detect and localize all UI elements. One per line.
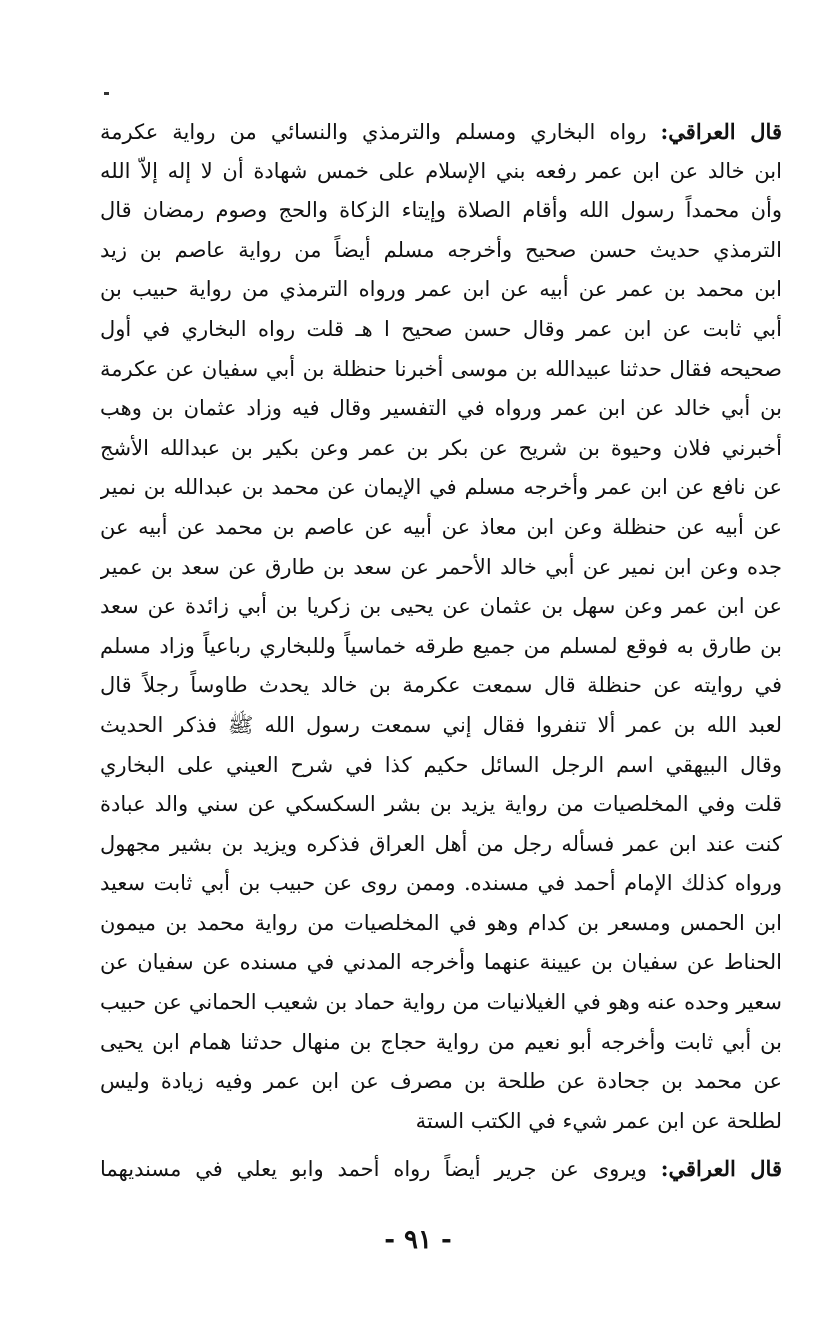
text-line: وأن محمداً رسول الله وأقام الصلاة وإيتاء الزكاة والحج وصوم رمضان قال	[100, 198, 782, 223]
text-line: سعير وحده عنه وهو في الغيلانيات من رواية حماد بن شعيب الحماني عن حبيب	[100, 990, 782, 1015]
text-line: ابن الحمس ومسعر بن كدام وهو في المخلصيات من رواية محمد بن ميمون	[100, 910, 782, 935]
page-number: - ٩١ -	[384, 1225, 452, 1255]
text-line	[100, 1149, 782, 1189]
text-line: ابن محمد بن عمر عن أبيه عن ابن عمر ورواه الترمذي من رواية حبيب بن	[100, 277, 782, 302]
text-line: في روايته عن حنظلة قال سمعت عكرمة بن خالد يحدث طاوساً رجلاً قال	[100, 673, 782, 698]
text-segment: ويروى عن جرير أيضاً رواه أحمد وابو يعلي في مسنديهما	[100, 1157, 661, 1182]
text-line: عن نافع عن ابن عمر وأخرجه مسلم في الإيمان عن محمد بن عبدالله بن نمير	[100, 475, 782, 500]
text-line: أبي ثابت عن ابن عمر وقال حسن صحيح ا هـ قلت رواه البخاري في أول	[100, 316, 782, 341]
text-line: كنت عند ابن عمر فسأله رجل من أهل العراق فذكره ويزيد بن بشير مجهول	[100, 831, 782, 856]
text-line: صحيحه فقال حدثنا عبيدالله بن موسى أخبرنا حنظلة بن أبي سفيان عن عكرمة	[100, 356, 782, 381]
paragraph-gap	[100, 1141, 782, 1149]
text-line: لعبد الله بن عمر ألا تنفروا فقال إني سمعت رسول الله ﷺ فذكر الحديث	[100, 712, 782, 737]
text-segment: رواه البخاري ومسلم والترمذي والنسائي من رواية عكرمة	[100, 120, 661, 144]
text-line: بن طارق به فوقع لمسلم من جميع طرقه خماسياً وللبخاري رباعياً وزاد مسلم	[100, 633, 782, 658]
text-line: ابن خالد عن ابن عمر رفعه بني الإسلام على خمس شهادة أن لا إله إلاّ الله	[100, 158, 782, 183]
text-line: بن أبي خالد عن ابن عمر ورواه في التفسير وقال فيه وزاد عثمان بن وهب	[100, 396, 782, 421]
text-line: جده وعن ابن نمير عن أبي خالد الأحمر عن سعد بن طارق عن سعد بن عمير	[100, 554, 782, 579]
text-line: بن أبي ثابت وأخرجه أبو نعيم من رواية حجاج بن منهال حدثنا همام ابن يحيى	[100, 1029, 782, 1054]
text-line: وقال البيهقي اسم الرجل السائل حكيم كذا في شرح العيني على البخاري	[100, 752, 782, 777]
speaker-label: قال العراقي:	[660, 119, 782, 144]
text-line: الترمذي حديث حسن صحيح وأخرجه مسلم أيضاً من رواية عاصم بن زيد	[100, 237, 782, 262]
ink-speck	[104, 92, 109, 95]
text-line: أخبرني فلان وحيوة بن شريح عن بكر بن عمر وعن بكير بن عبدالله الأشج	[100, 435, 782, 460]
text-line: لطلحة عن ابن عمر شيء في الكتب الستة	[415, 1108, 782, 1133]
speaker-label: قال العراقي:	[660, 1156, 782, 1182]
text-line: عن أبيه عن حنظلة وعن ابن معاذ عن أبيه عن عاصم بن محمد عن أبيه عن	[100, 514, 782, 539]
text-line: عن محمد بن جحادة عن طلحة بن مصرف عن ابن عمر وفيه زيادة وليس	[100, 1069, 782, 1094]
body-text	[100, 112, 782, 1189]
text-line: ورواه كذلك الإمام أحمد في مسنده. وممن روى عن حبيب بن أبي ثابت سعيد	[100, 871, 782, 896]
text-line: الحناط عن سفيان بن عيينة عنهما وأخرجه المدني في مسنده عن سفيان عن	[100, 950, 782, 975]
text-line	[100, 112, 782, 152]
text-line: قلت وفي المخلصيات من رواية يزيد بن بشر السكسكي عن سني والد عبادة	[100, 792, 782, 817]
text-line: عن ابن عمر وعن سهل بن عثمان عن يحيى بن زكريا بن أبي زائدة عن سعد	[100, 594, 782, 619]
